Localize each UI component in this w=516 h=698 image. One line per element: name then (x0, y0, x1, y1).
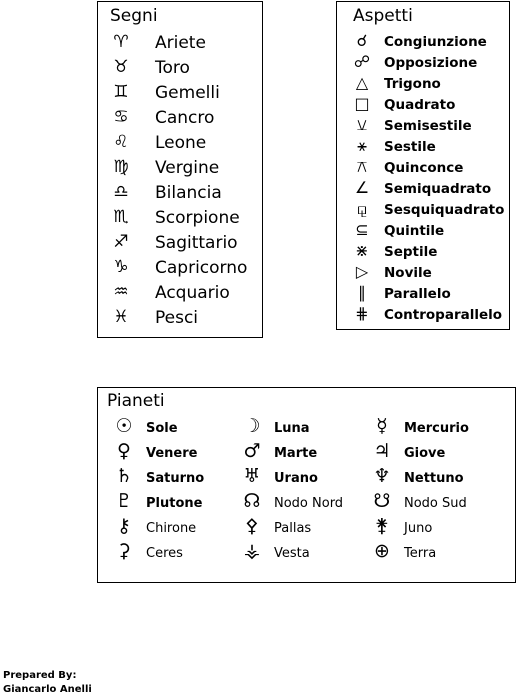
aspect-sestile-icon: ⚹ (357, 136, 367, 155)
planet-nodo-sud-icon: ☋ (373, 490, 391, 512)
aspect-controparallelo-icon: ⋕ (355, 304, 369, 323)
planet-label: Plutone (146, 496, 203, 511)
planet-plutone-icon: ♇ (115, 490, 133, 512)
aspect-label: Quinconce (384, 160, 464, 176)
aspetti-title: Aspetti (353, 6, 413, 26)
planet-label: Pallas (274, 521, 312, 536)
planet-ceres-icon: ⚳ (117, 540, 131, 562)
sign-vergine-icon: ♍︎ (113, 157, 129, 177)
sign-label: Leone (155, 133, 207, 153)
sign-label: Sagittario (155, 233, 238, 253)
planet-label: Luna (274, 421, 310, 436)
aspect-quintile-icon: ⊆ (355, 220, 369, 239)
planet-marte-icon: ♂ (243, 440, 261, 462)
pianeti-panel (97, 387, 516, 583)
planet-venere-icon: ♀ (117, 440, 131, 462)
aspect-label: Parallelo (384, 286, 451, 302)
sign-label: Capricorno (155, 258, 248, 278)
planet-label: Nodo Sud (404, 496, 467, 511)
sign-label: Toro (155, 58, 190, 78)
planet-label: Nodo Nord (274, 496, 344, 511)
planet-pallas-icon: ⚴ (245, 515, 259, 537)
sign-label: Acquario (155, 283, 230, 303)
aspect-label: Semisestile (384, 118, 472, 134)
aspect-label: Quintile (384, 223, 445, 239)
aspect-trigono-icon: △ (355, 73, 369, 92)
planet-urano-icon: ♅ (243, 465, 261, 487)
sign-label: Vergine (155, 158, 220, 178)
aspect-label: Sestile (384, 139, 436, 155)
sign-cancro-icon: ♋︎ (113, 107, 129, 127)
sign-pesci-icon: ♓︎ (113, 307, 129, 327)
sign-toro-icon: ♉︎ (113, 57, 129, 77)
sign-label: Gemelli (155, 83, 220, 103)
aspect-label: Trigono (384, 76, 441, 92)
credits-author: Giancarlo Anelli (3, 684, 92, 695)
planet-label: Chirone (146, 521, 197, 536)
planet-saturno-icon: ♄ (115, 465, 133, 487)
aspect-opposizione-icon: ☍ (353, 52, 371, 71)
sign-sagittario-icon: ♐︎ (113, 232, 129, 252)
aspect-septile-icon: ⋇ (355, 241, 369, 260)
aspect-label: Novile (384, 265, 432, 281)
planet-nettuno-icon: ♆ (373, 465, 391, 487)
aspect-label: Sesquiquadrato (384, 202, 505, 218)
aspect-quinconce-icon: ⚻ (356, 157, 368, 176)
planet-mercurio-icon: ☿ (376, 415, 388, 437)
sign-ariete-icon: ♈︎ (113, 32, 129, 52)
planet-terra-icon: ⊕ (374, 540, 390, 562)
planet-label: Marte (274, 446, 318, 461)
credits-prepared-by: Prepared By: (3, 670, 77, 681)
aspect-sesquiquadrato-icon: ⚼ (356, 199, 368, 218)
sign-label: Bilancia (155, 183, 222, 203)
sign-bilancia-icon: ♎︎ (113, 182, 129, 202)
planet-chirone-icon: ⚷ (117, 515, 131, 537)
planet-giove-icon: ♃ (373, 440, 391, 462)
aspect-parallelo-icon: ∥ (358, 283, 366, 302)
sign-capricorno-icon: ♑︎ (113, 257, 129, 277)
sign-gemelli-icon: ♊︎ (113, 82, 129, 102)
planet-luna-icon: ☽ (243, 415, 261, 437)
aspect-semisestile-icon: ⚺ (356, 115, 368, 134)
planet-label: Saturno (146, 471, 205, 486)
aspect-label: Quadrato (384, 97, 456, 113)
aspetti-panel (336, 1, 510, 330)
aspect-label: Semiquadrato (384, 181, 492, 197)
credits (3, 669, 92, 697)
aspect-congiunzione-icon: ☌ (356, 31, 368, 50)
aspect-quadrato-icon: □ (354, 94, 370, 113)
pianeti-title: Pianeti (107, 391, 165, 411)
aspect-semiquadrato-icon: ∠ (354, 178, 370, 197)
aspect-label: Controparallelo (384, 307, 503, 323)
planet-nodo-nord-icon: ☊ (243, 490, 261, 512)
planet-label: Venere (146, 446, 198, 461)
planet-label: Juno (404, 521, 433, 536)
segni-title: Segni (110, 6, 158, 26)
sign-leone-icon: ♌︎ (113, 132, 129, 152)
planet-label: Terra (404, 546, 437, 561)
planet-label: Nettuno (404, 471, 464, 486)
sign-scorpione-icon: ♏︎ (113, 207, 129, 227)
sign-label: Ariete (155, 33, 206, 53)
aspect-label: Septile (384, 244, 438, 260)
segni-panel (97, 1, 263, 338)
sign-label: Cancro (155, 108, 215, 128)
planet-sole-icon: ☉ (115, 415, 133, 437)
planet-label: Vesta (274, 546, 310, 561)
planet-juno-icon: ⚵ (375, 515, 389, 537)
aspect-novile-icon: ▷ (355, 262, 369, 281)
sign-label: Pesci (155, 308, 199, 328)
planet-label: Giove (404, 446, 446, 461)
aspect-label: Congiunzione (384, 34, 487, 50)
planet-label: Ceres (146, 546, 183, 561)
aspect-label: Opposizione (384, 55, 478, 71)
planet-label: Mercurio (404, 421, 469, 436)
planet-label: Urano (274, 471, 318, 486)
planet-label: Sole (146, 421, 178, 436)
planet-vesta-icon: ⚶ (243, 540, 261, 562)
sign-label: Scorpione (155, 208, 240, 228)
sign-acquario-icon: ♒︎ (113, 282, 129, 302)
